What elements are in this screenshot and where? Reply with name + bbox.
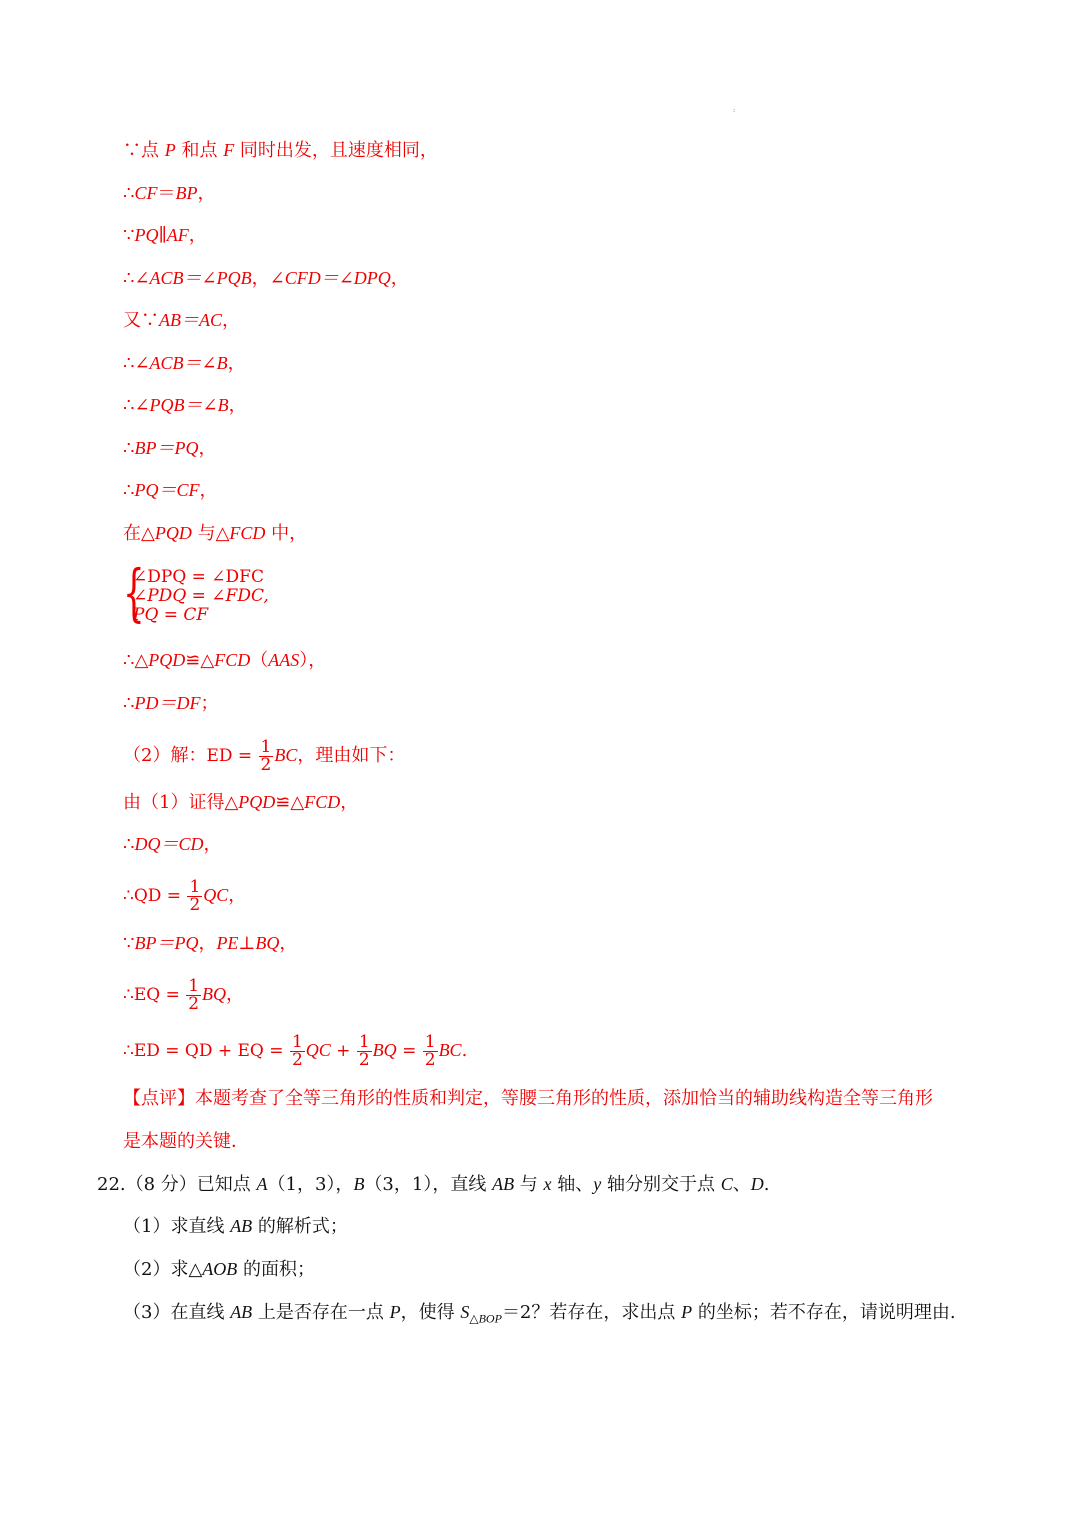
solution-line-1: ∵点 P 和点 F 同时出发，且速度相同， [123, 140, 438, 161]
solution-line-17: ∵BP＝PQ，PE⊥BQ， [123, 933, 298, 954]
page-mark: : [733, 107, 736, 114]
solution-line-6: ∴∠ACB＝∠B， [123, 353, 246, 374]
system-row-2: ∠PDQ = ∠FDC, [133, 586, 269, 606]
fraction: $\frac{1}{2}$ [260, 736, 272, 775]
fraction: $\frac{1}{2}$ [424, 1031, 436, 1070]
solution-line-16: ∴QD = $\frac{1}{2}$ QC， [123, 876, 247, 915]
solution-line-14: 由（1）证得△PQD≌△FCD， [123, 792, 359, 813]
solution-line-11: ∴△PQD≌△FCD（AAS）， [123, 650, 327, 671]
fraction: $\frac{1}{2}$ [358, 1031, 370, 1070]
solution-line-3: ∵PQ∥AF， [123, 225, 207, 246]
system-row-1: ∠DPQ = ∠DFC [133, 567, 264, 587]
solution-line-10: 在△PQD 与△FCD 中， [123, 523, 308, 544]
solution-line-12: ∴PD＝DF； [123, 693, 219, 714]
solution-line-9: ∴PQ＝CF， [123, 480, 218, 501]
comment-line-2: 是本题的关键． [123, 1131, 249, 1152]
fraction: $\frac{1}{2}$ [291, 1031, 303, 1070]
solution-line-7: ∴∠PQB＝∠B， [123, 395, 247, 416]
comment-line-1: 【点评】本题考查了全等三角形的性质和判定，等腰三角形的性质，添加恰当的辅助线构造全等三角形 [123, 1088, 933, 1109]
system-row-3: PQ = CF [133, 605, 209, 625]
question-22-part-3: （3）在直线 AB 上是否存在一点 P，使得 $S_{\triangle BOP}=2$？若存在，求出点 P 的坐标；若不存在，请说明理由. [123, 1302, 956, 1326]
fraction: $\frac{1}{2}$ [188, 975, 200, 1014]
solution-line-13: （2）解：ED = $\frac{1}{2}$ BC，理由如下： [123, 736, 406, 775]
solution-line-5: 又∵AB＝AC， [123, 310, 240, 331]
solution-line-15: ∴DQ＝CD， [123, 834, 222, 855]
solution-line-18: ∴EQ = $\frac{1}{2}$ BQ， [123, 975, 245, 1014]
left-brace: { [123, 556, 145, 629]
question-22-part-1: （1）求直线 AB 的解析式； [123, 1216, 348, 1237]
solution-line-8: ∴BP＝PQ， [123, 438, 217, 459]
question-22-part-2: （2）求△AOB 的面积； [123, 1259, 316, 1280]
fraction: $\frac{1}{2}$ [189, 876, 201, 915]
question-22-heading: 22.（8 分）已知点 A（1，3），B（3，1），直线 AB 与 x 轴、y 轴分别交于点 C、D. [97, 1174, 770, 1195]
solution-line-4: ∴∠ACB＝∠PQB，∠CFD＝∠DPQ， [123, 268, 409, 289]
solution-line-19: ∴ED = QD + EQ = $\frac{1}{2}$ QC + $\frac{1}{2}$ BQ = $\frac{1}{2}$ BC. [123, 1031, 468, 1070]
solution-line-2: ∴CF＝BP， [123, 183, 216, 204]
